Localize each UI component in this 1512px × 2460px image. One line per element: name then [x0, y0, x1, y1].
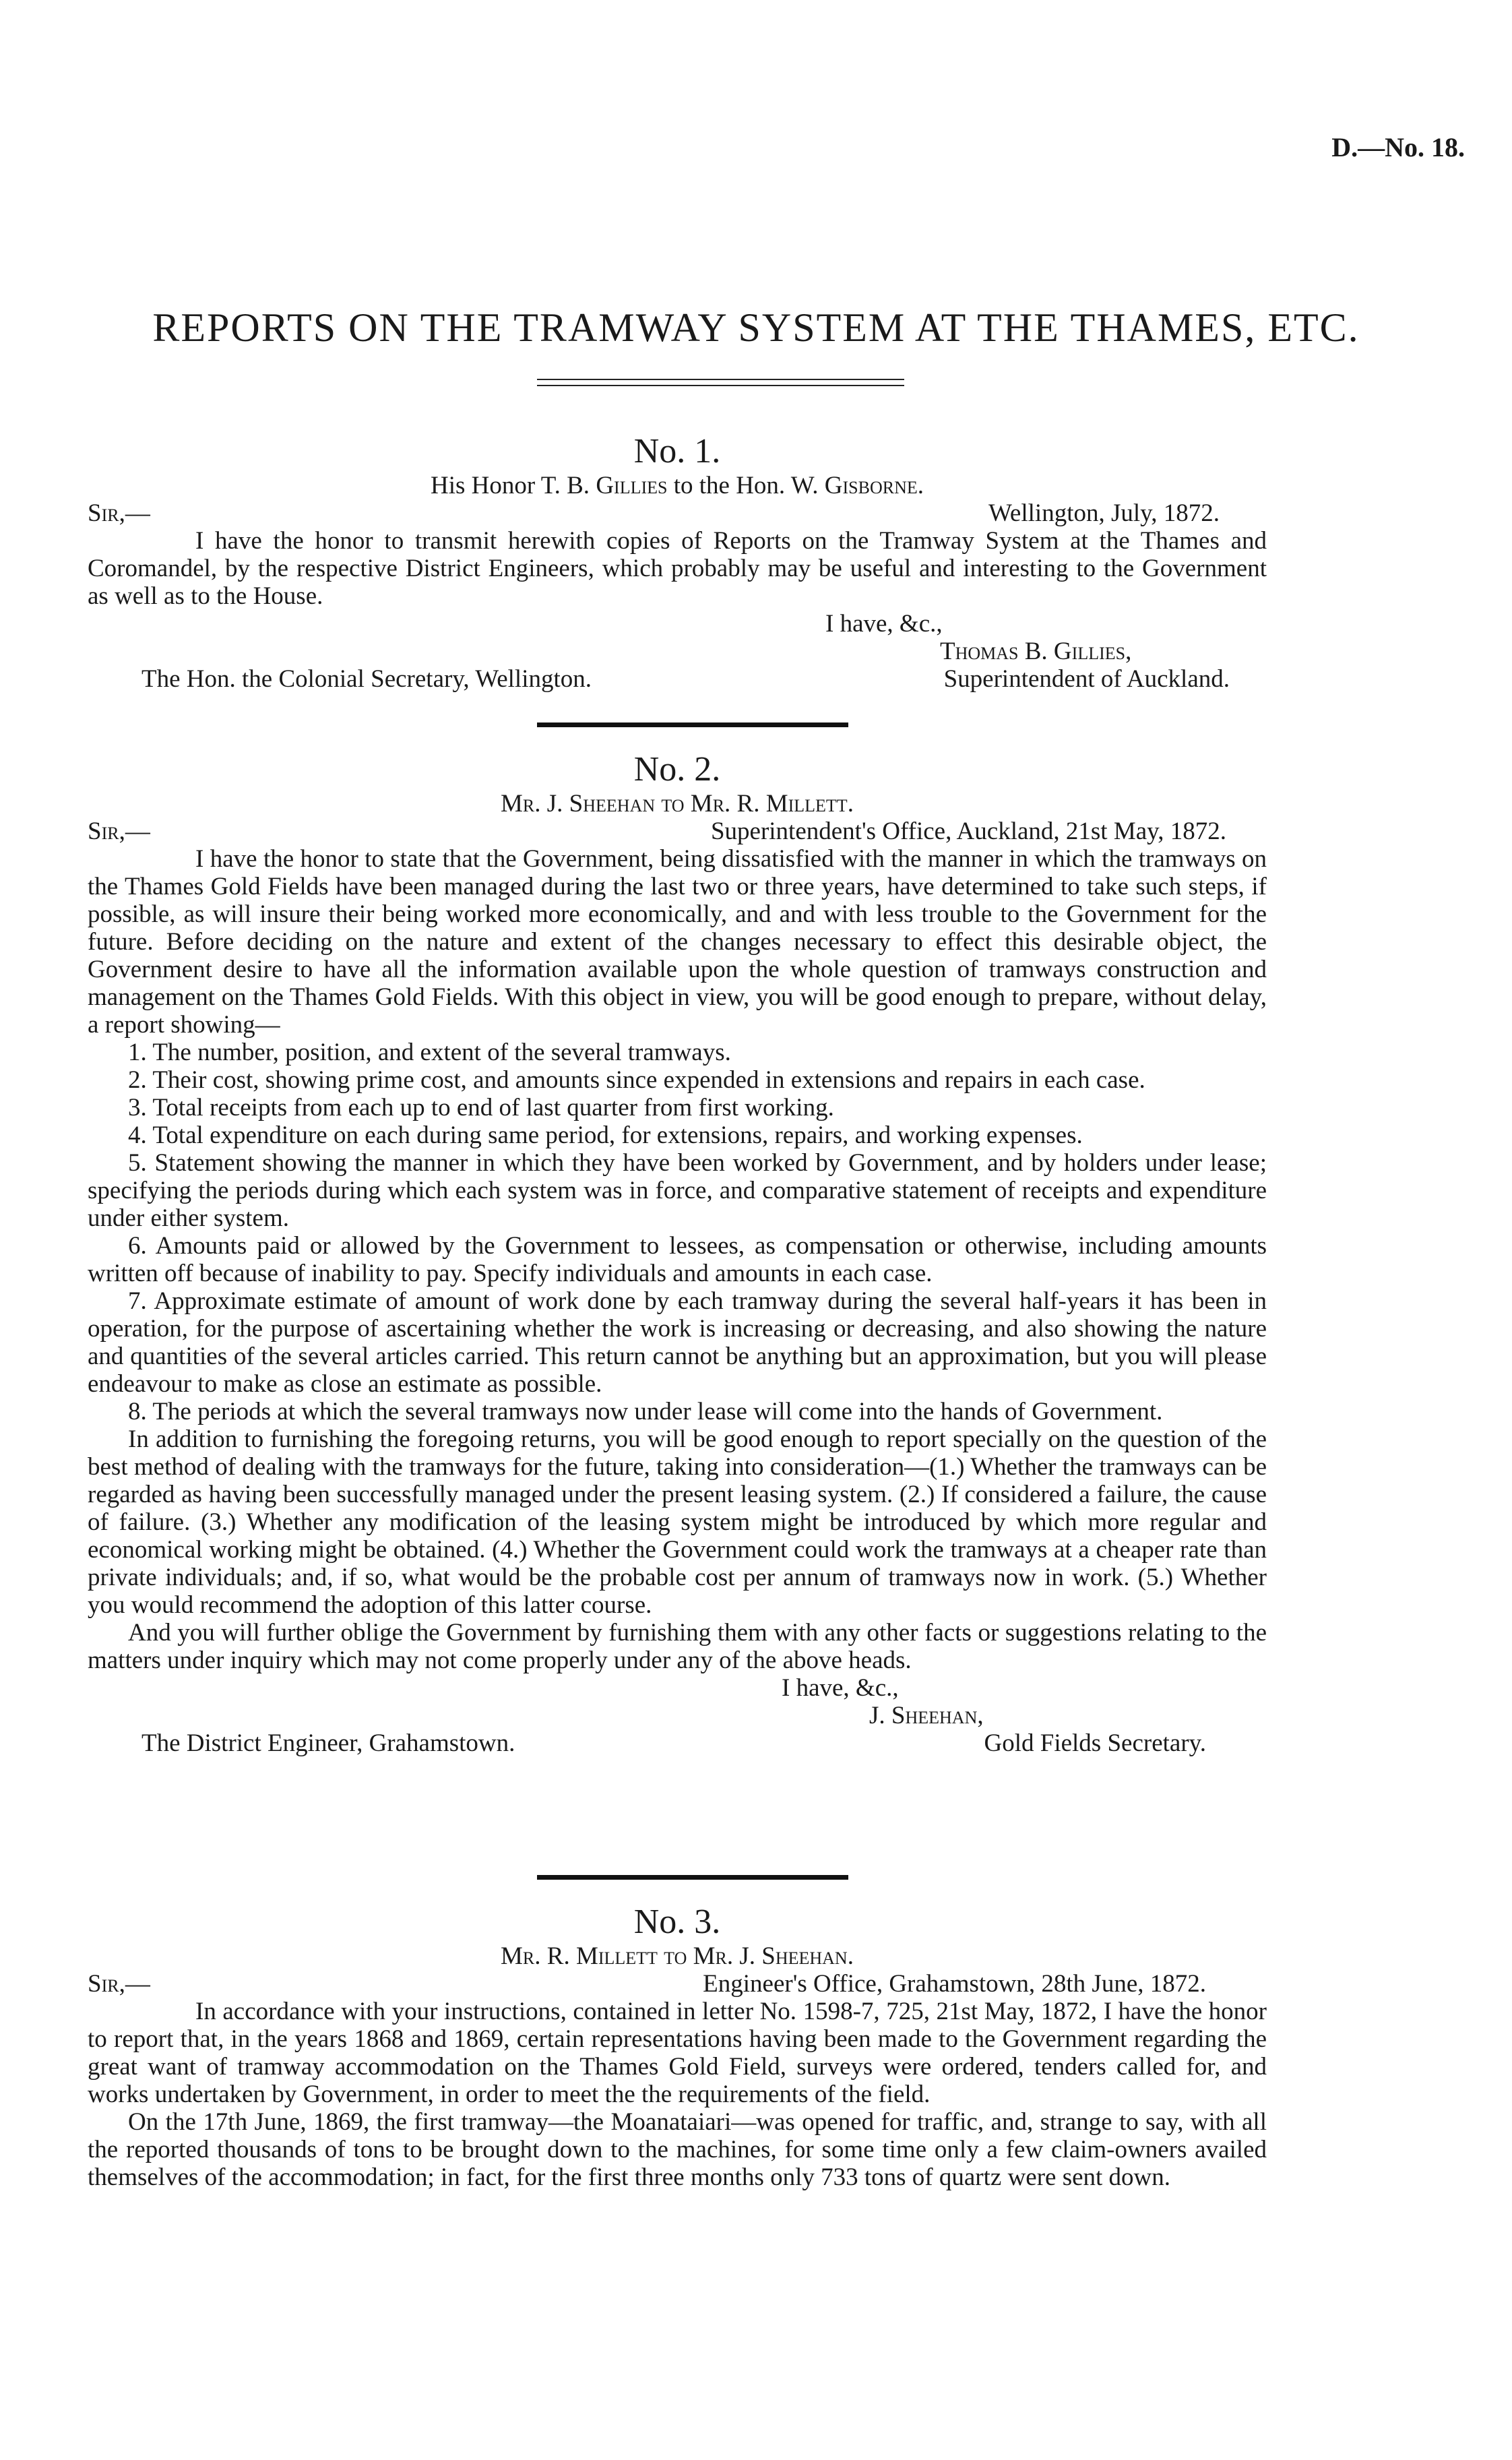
salutation: Sir,—	[88, 1970, 150, 1998]
list-item: 8. The periods at which the several tramways now under lease will come into the hands of Government.	[128, 1398, 1163, 1425]
salutation: Sir,—	[88, 818, 150, 845]
to-prefix: to the Hon. W.	[673, 472, 819, 499]
salutation: Sir,—	[88, 499, 150, 527]
signature-title: Superintendent of Auckland.	[943, 665, 1230, 693]
paragraph: On the 17th June, 1869, the first tramway—the Moanataiari—was opened for traffic, and, strange to say, with all the reported thousands of tons to be brought down to the machines, for some time only a few claim-owners availed themselves of the accommodation; in fact, for the first three months only 733 tons of quartz were sent down.	[88, 2108, 1267, 2191]
signoff-block	[88, 610, 1270, 665]
list-item: 6. Amounts paid or allowed by the Government to lessees, as compensation or otherwise, including amounts written off because of inability to pay. Specify individuals and amounts in each case.	[88, 1232, 1267, 1287]
place-date: Superintendent's Office, Auckland, 21st May, 1872.	[710, 818, 1226, 845]
title-divider	[537, 379, 904, 386]
intro-paragraph: I have the honor to state that the Government, being dissatisfied with the manner in which the tramways on the Thames Gold Fields have been managed during the last two or three years, have determined to take such steps, if possible, as will insure their being worked more economically, and and with less trouble to the Government for the future. Before deciding on the nature and extent of the changes necessary to effect this desirable object, the Government desire to have all the information available upon the whole question of tramways construction and management on the Thames Gold Fields. With this object in view, you will be good enough to prepare, without delay, a report showing—	[88, 845, 1267, 1039]
letter-1	[88, 431, 1267, 693]
to-name: Gisborne.	[824, 472, 924, 499]
salutation-row	[88, 818, 1267, 845]
letter-number: No. 2.	[633, 750, 721, 789]
letter-2	[88, 749, 1267, 1757]
signature-title: Gold Fields Secretary.	[984, 1729, 1206, 1757]
addressee: The Hon. the Colonial Secretary, Wellington.	[141, 665, 592, 693]
signature: Thomas B. Gillies,	[940, 638, 1132, 665]
list-item: 7. Approximate estimate of amount of work done by each tramway during the several half-years it has been in operation, for the purpose of ascertaining whether the work is increasing or decreasing, and also showing the nature and quantities of the several articles carried. This return cannot be anything but an approximation, but you will please endeavour to make as close an estimate as possible.	[88, 1287, 1267, 1398]
list-item: 1. The number, position, and extent of the several tramways.	[128, 1039, 731, 1066]
addressee: The District Engineer, Grahamstown.	[141, 1729, 515, 1757]
place-date: Wellington, July, 1872.	[988, 499, 1220, 527]
salutation-row	[88, 1970, 1267, 1998]
document-reference: D.—No. 18.	[1331, 132, 1465, 162]
list-item: 3. Total receipts from each up to end of last quarter from first working.	[128, 1094, 834, 1121]
closing: I have, &c.,	[825, 610, 943, 638]
letter-number: No. 1.	[633, 432, 721, 470]
paragraph: In accordance with your instructions, contained in letter No. 1598-7, 725, 21st May, 1872, I have the honor to report that, in the years 1868 and 1869, certain representations having been made to the Government regarding the great want of tramway accommodation on the Thames Gold Field, surveys were ordered, tenders called for, and works undertaken by Government, in order to meet the the requirements of the field.	[88, 1998, 1267, 2108]
addressee-row	[88, 665, 1267, 693]
salutation-row	[88, 499, 1267, 527]
document-title: REPORTS ON THE TRAMWAY SYSTEM AT THE THAMES, ETC.	[152, 305, 1360, 350]
signoff-block	[88, 1674, 1267, 1729]
letter-number: No. 3.	[633, 1903, 721, 1941]
place-date: Engineer's Office, Grahamstown, 28th June, 1872.	[703, 1970, 1206, 1998]
section-divider	[537, 1875, 848, 1880]
letter-from-to	[88, 472, 1267, 499]
section-divider	[537, 722, 848, 727]
addition-paragraph: In addition to furnishing the foregoing returns, you will be good enough to report specially on the question of the best method of dealing with the tramways for the future, taking into consideration—(1.) Whether the tramways can be regarded as having been successfully managed under the present leasing system. (2.) If considered a failure, the cause of failure. (3.) Whether any modification of the leasing system might be introduced by which more regular and economical working might be obtained. (4.) Whether the Government could work the tramways at a cheaper rate than private individuals; and, if so, what would be the probable cost per annum of tramways now in work. (5.) Whether you would recommend the adoption of this latter course.	[88, 1425, 1267, 1619]
signature: J. Sheehan,	[869, 1702, 984, 1729]
letter-3	[88, 1902, 1267, 2191]
from-name: Gillies	[596, 472, 668, 499]
further-paragraph: And you will further oblige the Government by furnishing them with any other facts or suggestions relating to the matters under inquiry which may not come properly under any of the above heads.	[88, 1619, 1267, 1674]
list-item: 4. Total expenditure on each during same period, for extensions, repairs, and working expenses.	[128, 1121, 1083, 1149]
closing: I have, &c.,	[782, 1674, 899, 1702]
letter-from-to: Mr. J. Sheehan to Mr. R. Millett.	[501, 790, 854, 818]
letter-body: I have the honor to transmit herewith copies of Reports on the Tramway System at the Thames and Coromandel, by the respective District Engineers, which probably may be useful and interesting to the Government as well as to the House.	[88, 527, 1267, 610]
list-item: 5. Statement showing the manner in which they have been worked by Government, and by holders under lease; specifying the periods during which each system was in force, and comparative statement of receipts and expenditure under either system.	[88, 1149, 1267, 1232]
list-item: 2. Their cost, showing prime cost, and amounts since expended in extensions and repairs in each case.	[128, 1066, 1145, 1094]
addressee-row	[88, 1729, 1267, 1757]
letter-from-to: Mr. R. Millett to Mr. J. Sheehan.	[501, 1942, 854, 1970]
from-prefix: His Honor T. B.	[431, 472, 590, 499]
